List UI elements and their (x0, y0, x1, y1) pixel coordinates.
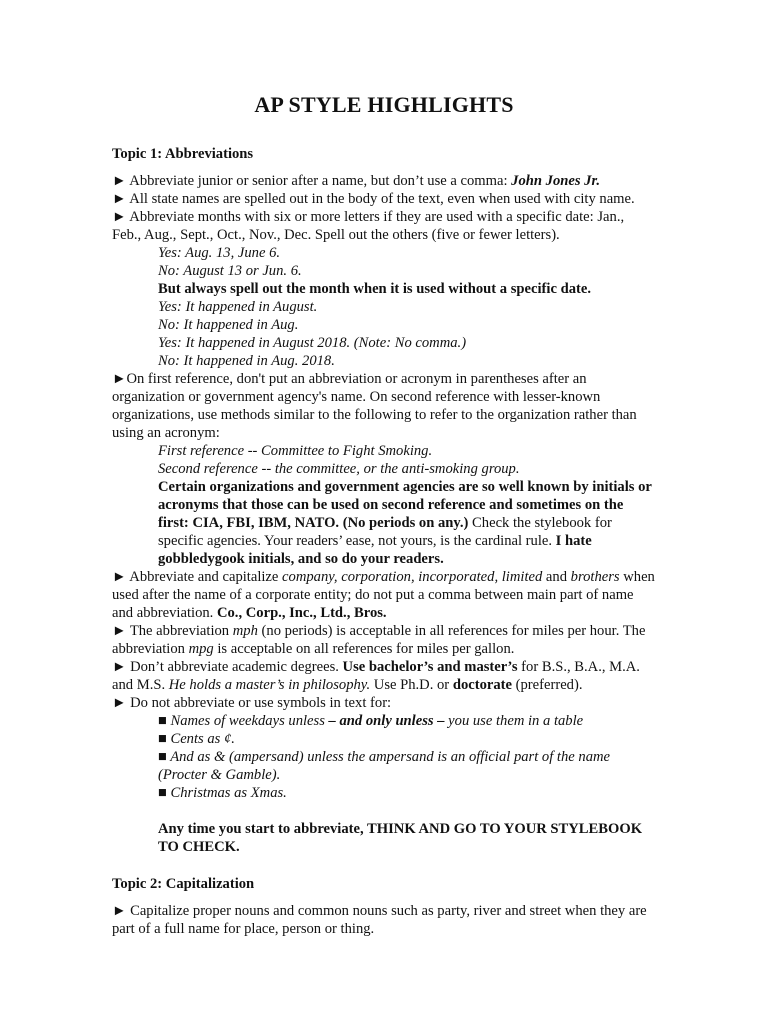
abbrev-rule-symbols: ► Do not abbreviate or use symbols in text for: (112, 695, 392, 711)
example-line: Yes: Aug. 13, June 6. (158, 245, 281, 261)
example-line: Yes: It happened in August 2018. (Note: No comma.) (158, 335, 467, 351)
example-line: No: It happened in Aug. 2018. (158, 353, 335, 369)
example-line: Yes: It happened in August. (158, 299, 318, 315)
example-note: But always spell out the month when it is used without a specific date. (158, 281, 591, 297)
acronym-note: Certain organizations and government agencies are so well known by initials or acronyms that those can be used on second reference and sometimes on the first: CIA, FBI, IBM, NATO. (No periods on any.) Check the stylebook for specific agencies. Your readers’ ease, not yours, is the cardinal rule. I hate gobbledygook initials, and so do your readers. (158, 479, 652, 567)
list-item: ■ Cents as ¢. (158, 731, 235, 747)
topic-1-heading: Topic 1: Abbreviations (112, 146, 254, 162)
list-item: ■ Names of weekdays unless – and only unless – you use them in a table (158, 713, 584, 729)
page-title: AP STYLE HIGHLIGHTS (254, 92, 514, 117)
list-item: ■ Christmas as Xmas. (158, 785, 287, 801)
abbrev-rule-corporate: ► Abbreviate and capitalize company, corporation, incorporated, limited and brothers when used after the name of a corporate entity; do not put a comma between main part of name and abbreviation. Co., Corp., Inc., Ltd., Bros. (112, 569, 655, 621)
reference-example: Second reference -- the committee, or the anti-smoking group. (158, 461, 520, 477)
abbrev-rule-junior: ► Abbreviate junior or senior after a name, but don’t use a comma: John Jones Jr. (112, 173, 600, 189)
abbrev-rule-acronyms: ►On first reference, don't put an abbreviation or acronym in parentheses after an organization or government agency's name. On second reference with lesser-known organizations, use methods similar to the following to refer to the organization rather than using an acronym: (112, 371, 637, 441)
closing-note: Any time you start to abbreviate, THINK AND GO TO YOUR STYLEBOOK TO CHECK. (158, 821, 643, 855)
abbrev-rule-degrees: ► Don’t abbreviate academic degrees. Use bachelor’s and master’s for B.S., B.A., M.A. and M.S. He holds a master’s in philosophy. Use Ph.D. or doctorate (preferred). (112, 659, 640, 693)
example-line: No: August 13 or Jun. 6. (158, 263, 302, 279)
abbrev-rule-mph: ► The abbreviation mph (no periods) is acceptable in all references for miles per hour. The abbreviation mpg is acceptable on all references for miles per gallon. (112, 623, 646, 657)
reference-example: First reference -- Committee to Fight Smoking. (158, 443, 433, 459)
list-item: ■ And as & (ampersand) unless the ampersand is an official part of the name (Procter & Gamble). (158, 749, 611, 783)
abbrev-rule-states: ► All state names are spelled out in the body of the text, even when used with city name. (112, 191, 635, 207)
example-line: No: It happened in Aug. (158, 317, 299, 333)
abbrev-rule-months: ► Abbreviate months with six or more letters if they are used with a specific date: Jan., Feb., Aug., Sept., Oct., Nov., Dec. Spell out the others (five or fewer letters). (112, 209, 625, 243)
topic-2-heading: Topic 2: Capitalization (112, 876, 255, 892)
capitalization-rule: ► Capitalize proper nouns and common nouns such as party, river and street when they are part of a full name for place, person or thing. (112, 903, 647, 937)
